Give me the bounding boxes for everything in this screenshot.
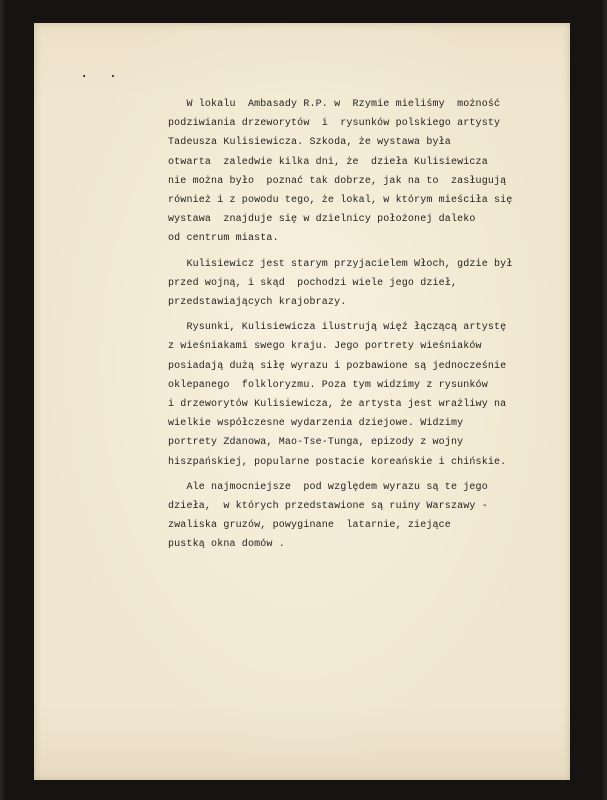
text-line: otwarta zaledwie kilka dni, że dzieła Kulisiewicza: [168, 156, 488, 168]
text-line: z wieśniakami swego kraju. Jego portrety wieśniaków: [168, 341, 482, 353]
text-line: posiadają dużą siłę wyrazu i pozbawione są jednocześnie: [168, 360, 507, 372]
text-line: przed wojną, i skąd pochodzi wiele jego dzieł,: [168, 277, 458, 289]
text-line: od centrum miasta.: [168, 233, 279, 245]
text-line: wielkie współczesne wydarzenia dziejowe. Widzimy: [168, 418, 464, 430]
text-line: podziwiania drzeworytów i rysunków polskiego artysty: [168, 118, 501, 130]
corner-marks: . .: [80, 66, 124, 82]
text-line: oklepanego folkloryzmu. Poza tym widzimy z rysunków: [168, 379, 488, 391]
text-line: zwaliska gruzów, powyginane latarnie, ziejące: [168, 520, 451, 532]
text-line: Ale najmocniejsze pod względem wyrazu są te jego: [168, 481, 488, 493]
text-line: Kulisiewicz jest starym przyjacielem Włoch, gdzie był: [168, 258, 513, 270]
typed-text-body: [168, 95, 563, 561]
text-line: i drzeworytów Kulisiewicza, że artysta jest wrażliwy na: [168, 399, 507, 411]
text-line: pustką okna domów .: [168, 539, 285, 551]
paragraph-3: [168, 318, 563, 472]
paragraph-2: [168, 255, 563, 313]
text-line: portrety Zdanowa, Mao-Tse-Tunga, epizody z wojny: [168, 437, 464, 449]
text-line: Rysunki, Kulisiewicza ilustrują więź łączącą artystę: [168, 322, 507, 334]
paragraph-4: [168, 478, 563, 555]
text-line: również i z powodu tego, że lokal, w którym mieściła się: [168, 195, 513, 207]
text-line: dzieła, w których przedstawione są ruiny Warszawy -: [168, 501, 488, 513]
text-line: Tadeusza Kulisiewicza. Szkoda, że wystawa była: [168, 137, 451, 149]
text-line: W lokalu Ambasady R.P. w Rzymie mieliśmy możność: [168, 99, 501, 110]
paragraph-1: [168, 95, 563, 249]
text-line: nie można było poznać tak dobrze, jak na to zasługują: [168, 175, 507, 187]
text-line: hiszpańskiej, popularne postacie koreańskie i chińskie.: [168, 456, 507, 468]
text-line: wystawa znajduje się w dzielnicy położonej daleko: [168, 214, 476, 226]
text-line: przedstawiających krajobrazy.: [168, 297, 347, 309]
